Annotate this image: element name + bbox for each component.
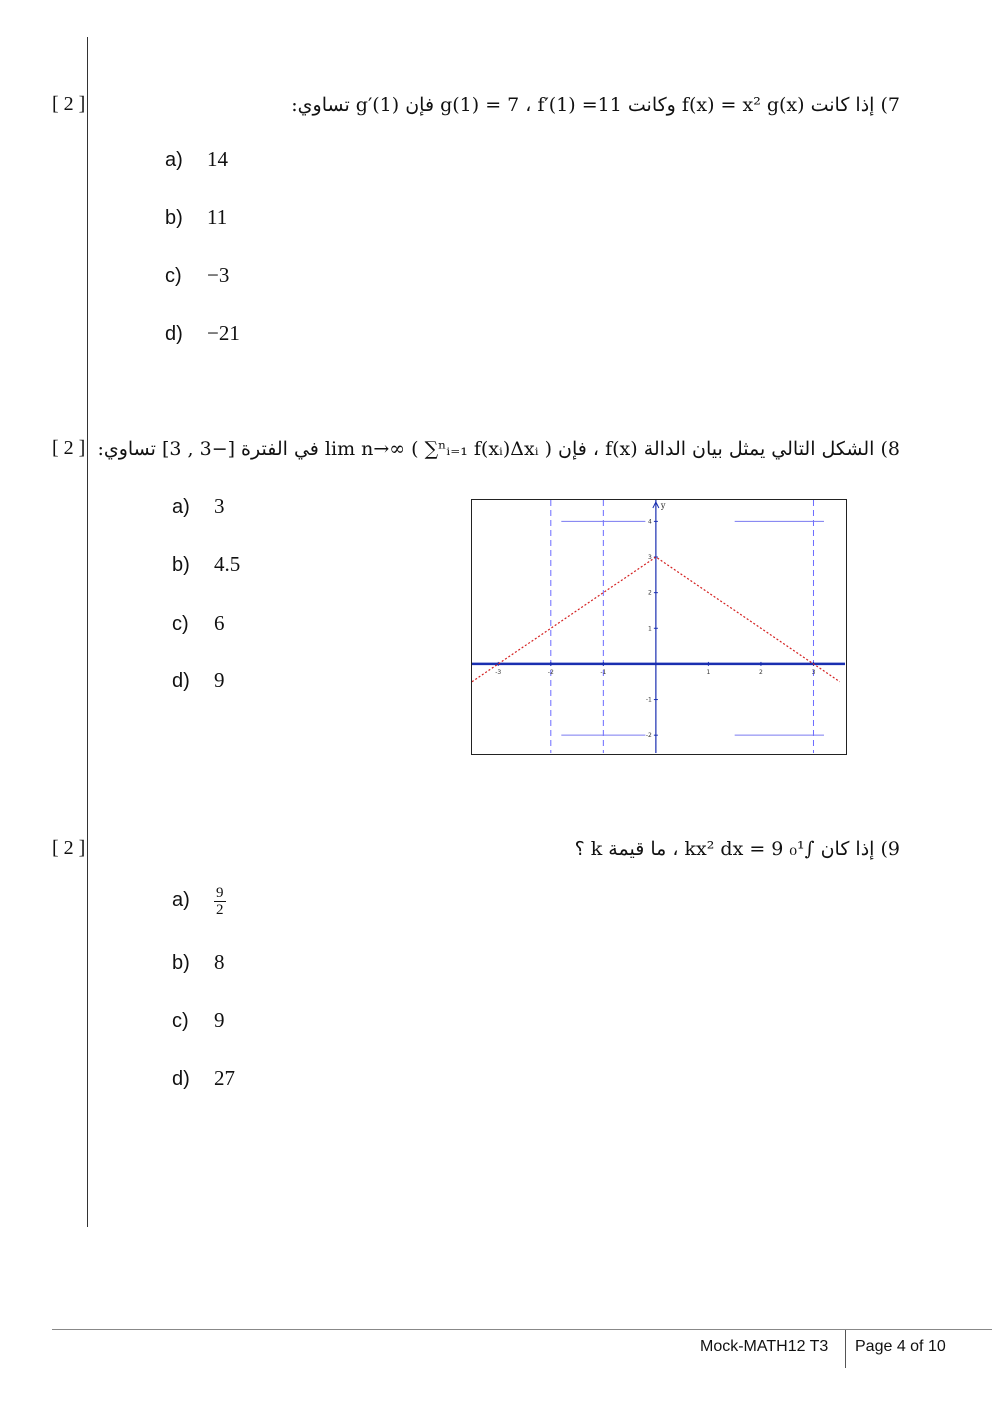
x-tick-label: -1	[600, 668, 607, 676]
q9-marks: [ 2 ]	[52, 837, 86, 859]
x-tick-label: 3	[811, 668, 816, 676]
graph-canvas	[472, 500, 845, 753]
x-tick-label: -3	[495, 668, 502, 676]
y-tick-label: 1	[648, 625, 652, 633]
y-tick-label: 4	[648, 518, 652, 526]
q9-option-b[interactable]: b) 8	[172, 950, 225, 974]
footer-rule	[52, 1329, 992, 1330]
y-axis-label: y	[660, 501, 666, 510]
q9-option-c[interactable]: c) 9	[172, 1008, 225, 1032]
function-graph	[471, 499, 847, 755]
x-tick-label: 2	[759, 668, 763, 676]
q7-option-c[interactable]: c) −3	[165, 263, 230, 287]
y-tick-label: 2	[648, 589, 652, 597]
margin-rule	[87, 37, 88, 1227]
footer-page-number: Page 4 of 10	[855, 1338, 946, 1355]
q7-marks: [ 2 ]	[52, 93, 86, 115]
q8-option-c[interactable]: c) 6	[172, 611, 225, 635]
q8-text: 8) الشكل التالي يمثل بيان الدالة f(x) ، فإن lim n→∞ ( ∑ⁿᵢ₌₁ f(xᵢ)Δxᵢ ) في الفترة [−3 , 3] تساوي:	[97, 438, 900, 460]
q7-option-a[interactable]: a) 14	[165, 147, 228, 171]
q7-text: 7) إذا كانت f(x) = x² g(x) وكانت g(1) = 7 ، f′(1) =11 فإن g′(1) تساوي:	[291, 94, 900, 116]
q8-option-d[interactable]: d) 9	[172, 668, 225, 692]
q8-option-a[interactable]: a) 3	[172, 494, 225, 518]
q7-option-d[interactable]: d) −21	[165, 321, 240, 345]
x-tick-label: 1	[706, 668, 711, 676]
y-tick-label: -1	[645, 696, 652, 704]
x-tick-label: -2	[547, 668, 554, 676]
q9-text: 9) إذا كان ∫₀¹ kx² dx = 9 ، ما قيمة k ؟	[574, 838, 900, 860]
y-tick-label: 3	[648, 554, 652, 562]
footer-doc-id: Mock-MATH12 T3	[700, 1338, 829, 1355]
y-tick-label: -2	[645, 732, 652, 740]
q8-marks: [ 2 ]	[52, 437, 86, 459]
q7-option-b[interactable]: b) 11	[165, 205, 228, 229]
q8-option-b[interactable]: b) 4.5	[172, 552, 241, 576]
footer-separator	[845, 1330, 846, 1368]
fraction: $\frac{9}{2}$	[216, 885, 224, 918]
q9-option-d[interactable]: d) 27	[172, 1066, 235, 1090]
q9-option-a[interactable]: a) $\frac{9}{2}$	[172, 885, 224, 918]
